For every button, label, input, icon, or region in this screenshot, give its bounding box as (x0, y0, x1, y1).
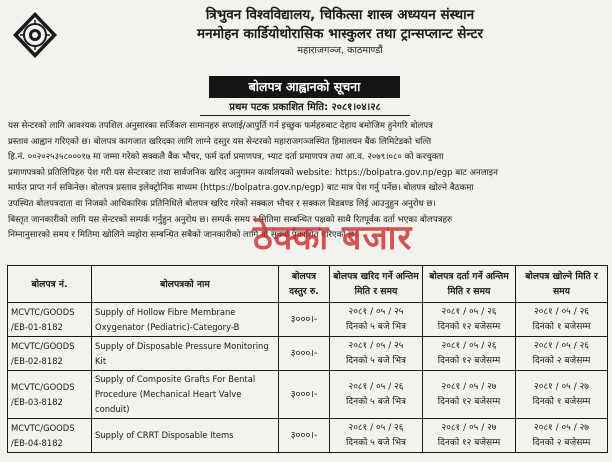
bid-name: Supply of CRRT Disposable Items (92, 419, 279, 453)
register-time: दिनको १२ बजेसम्म (437, 321, 501, 332)
bid-name: Supply of Composite Grafts For Bental Procedure (Mechanical Heart Valve conduit) (92, 371, 279, 419)
body-line: बिस्तृत जानकारीको लागि यस सेन्टरको सम्पर्क गर्नुहुन अनुरोध छ। सम्पर्क समय र मितिमा सम्बन्धित पक्षको साथै रितपूर्वक दर्ता भएका बोलपत्रहरु (8, 214, 453, 225)
purchase-time: दिनको ५ बजे भित्र (345, 437, 407, 448)
purchase-date: २०८१ / ०५ / २६ (348, 422, 404, 433)
col-header-bid-no: बोलपत्र नं. (8, 266, 92, 303)
bid-fee: ३०००।- (279, 371, 330, 419)
register-date: २०८१ / ०५ / २६ (441, 306, 497, 317)
purchase-time: दिनको ५ बजे भित्र (345, 396, 407, 407)
open-date: २०८१ / ०५ / २६ (534, 340, 589, 351)
table-row (8, 337, 608, 371)
body-line: प्रमाणपत्रको प्रतिलिपिहरु पेश गरी यस सेन्टरबाट तथा सार्वजनिक खरिद अनुगमन कार्यालयको website: https://bolpatra.gov.np/egp बाट अनलाइन (8, 167, 498, 178)
bid-number: MCVTC/GOODS /EB-01-8182 (8, 303, 92, 337)
body-line: मार्फत प्राप्त गर्न सकिनेछ। बोलपत्र प्रस्ताव इलेक्ट्रोनिक माध्यम (https://bolpatra.gov.np/egp) बाट मात्र पेश गर्नु पर्नेछ। बोलपत्र खोल्ने बैठकमा (8, 183, 474, 194)
col-header-purchase-deadline: बोलपत्र खरिद गर्ने अन्तिम मिति र समय (330, 266, 423, 303)
bid-number: MCVTC/GOODS /EB-03-8182 (8, 371, 92, 419)
register-time: दिनको १२ बजेसम्म (437, 355, 501, 366)
opening-time (516, 303, 608, 337)
bid-name: Supply of Disposable Pressure Monitoring Kit (92, 337, 279, 371)
purchase-deadline (330, 371, 423, 419)
opening-time (516, 419, 608, 453)
body-line: उपस्थित बोलपत्रदाता वा निजको आधिकारिक प्रतिनिधिले बोलपत्र खरिद गरेको सक्कल भौचर र सक्कल बिडबण्ड लिई आउनुहुन अनुरोध छ। (8, 198, 436, 209)
purchase-date: २०८१ / ०५ / २५ (348, 340, 404, 351)
register-date: २०८१ / ०५ / २७ (441, 381, 497, 392)
bid-fee: ३०००।- (279, 419, 330, 453)
body-line: हि.नं. ००२०२५३५८०००१७ मा जम्मा गरेको सक्कलै बैंक भौचर, फर्म दर्ता प्रमाणपत्र, भ्याट दर्ता प्रमाणपत्र तथा आ.व. २०७९।०८० को करचुक्ता (8, 152, 444, 163)
university-name: त्रिभुवन विश्वविद्यालय, चिकित्सा शास्त्र अध्ययन संस्थान (205, 7, 475, 23)
register-date: २०८१ / ०५ / २७ (441, 422, 497, 433)
bid-number: MCVTC/GOODS /EB-04-8182 (8, 419, 92, 453)
open-time: दिनको २ बजेसम्म (532, 355, 591, 366)
col-header-opening: बोलपत्र खोल्ने मिति र समय (516, 266, 608, 303)
register-time: दिनको १२ बजेसम्म (437, 437, 501, 448)
open-date: २०८१ / ०५ / २७ (534, 381, 589, 392)
body-line: यस सेन्टरको लागि आवश्यक तपशिल अनुसारका सर्जिकल सामानहरु सप्लाई/आपुर्ति गर्न इच्छुक फर्महरुबाट देहाय बमोजिम हुनेगरि बोलपत्र (8, 121, 433, 131)
register-time: दिनको १२ बजेसम्म (437, 396, 501, 407)
center-name: मनमोहन कार्डियोथोरासिक भास्कुलर तथा ट्रान्सप्लान्ट सेन्टर (197, 26, 483, 42)
open-date: २०८१ / ०५ / २७ (534, 422, 589, 433)
col-header-register-deadline: बोलपत्र दर्ता गर्ने अन्तिम मिति र समय (423, 266, 516, 303)
purchase-deadline (330, 419, 423, 453)
purchase-date: २०८१ / ०५ / २५ (348, 306, 404, 317)
bid-name: Supply of Hollow Fibre Membrane Oxygenator (Pediatric)-Category-B (92, 303, 279, 337)
purchase-deadline (330, 303, 423, 337)
center-address: महाराजगञ्ज, काठमाण्डौं (297, 45, 383, 56)
body-line: निम्नानुसारको समय र मितिमा खोलिने व्यहोरा सम्बन्धित सबैको जानकारीको लागि यो सूचना प्रकाशित गरिएको छ। (8, 230, 358, 241)
institution-header (70, 6, 610, 58)
notice-title-banner: बोलपत्र आह्वानको सूचना (209, 76, 400, 98)
register-deadline (423, 419, 516, 453)
open-date: २०८१ / ०५ / २६ (534, 306, 589, 317)
purchase-date: २०८१ / ०५ / २६ (348, 381, 404, 392)
nepal-emblem-icon (10, 10, 60, 60)
register-deadline (423, 303, 516, 337)
first-published-date: प्रथम पटक प्रकाशित मिति: २०८१।०४।२८ (200, 102, 410, 116)
table-row (8, 419, 608, 453)
register-date: २०८१ / ०५ / २६ (441, 340, 497, 351)
opening-time (516, 371, 608, 419)
watermark-logo: ठेक्का बजार (253, 218, 413, 258)
open-time: दिनको १ बजेसम्म (532, 321, 591, 332)
bid-number: MCVTC/GOODS /EB-02-8182 (8, 337, 92, 371)
open-time: दिनको १ बजेसम्म (532, 396, 591, 407)
bid-fee: ३०००।- (279, 303, 330, 337)
tender-table (7, 265, 608, 453)
table-row (8, 303, 608, 337)
opening-time (516, 337, 608, 371)
open-time: दिनको २ बजेसम्म (532, 437, 591, 448)
purchase-time: दिनको ५ बजे भित्र (345, 321, 407, 332)
purchase-time: दिनको ५ बजे भित्र (345, 355, 407, 366)
register-deadline (423, 371, 516, 419)
table-header-row (8, 266, 608, 303)
bid-fee: ३०००।- (279, 337, 330, 371)
purchase-deadline (330, 337, 423, 371)
col-header-fee: बोलपत्र दस्तुर रु. (279, 266, 330, 303)
table-row (8, 371, 608, 419)
body-line: प्रस्ताव आह्वान गरिएको छ। बोलपत्र कागजात खरिदका लागि लाग्ने दस्तुर यस सेन्टरको महाराजगञ्जस्थित हिमालयन बैंक लिमिटेडको चल्ति (8, 136, 432, 147)
register-deadline (423, 337, 516, 371)
col-header-bid-name: बोलपत्रको नाम (92, 266, 279, 303)
